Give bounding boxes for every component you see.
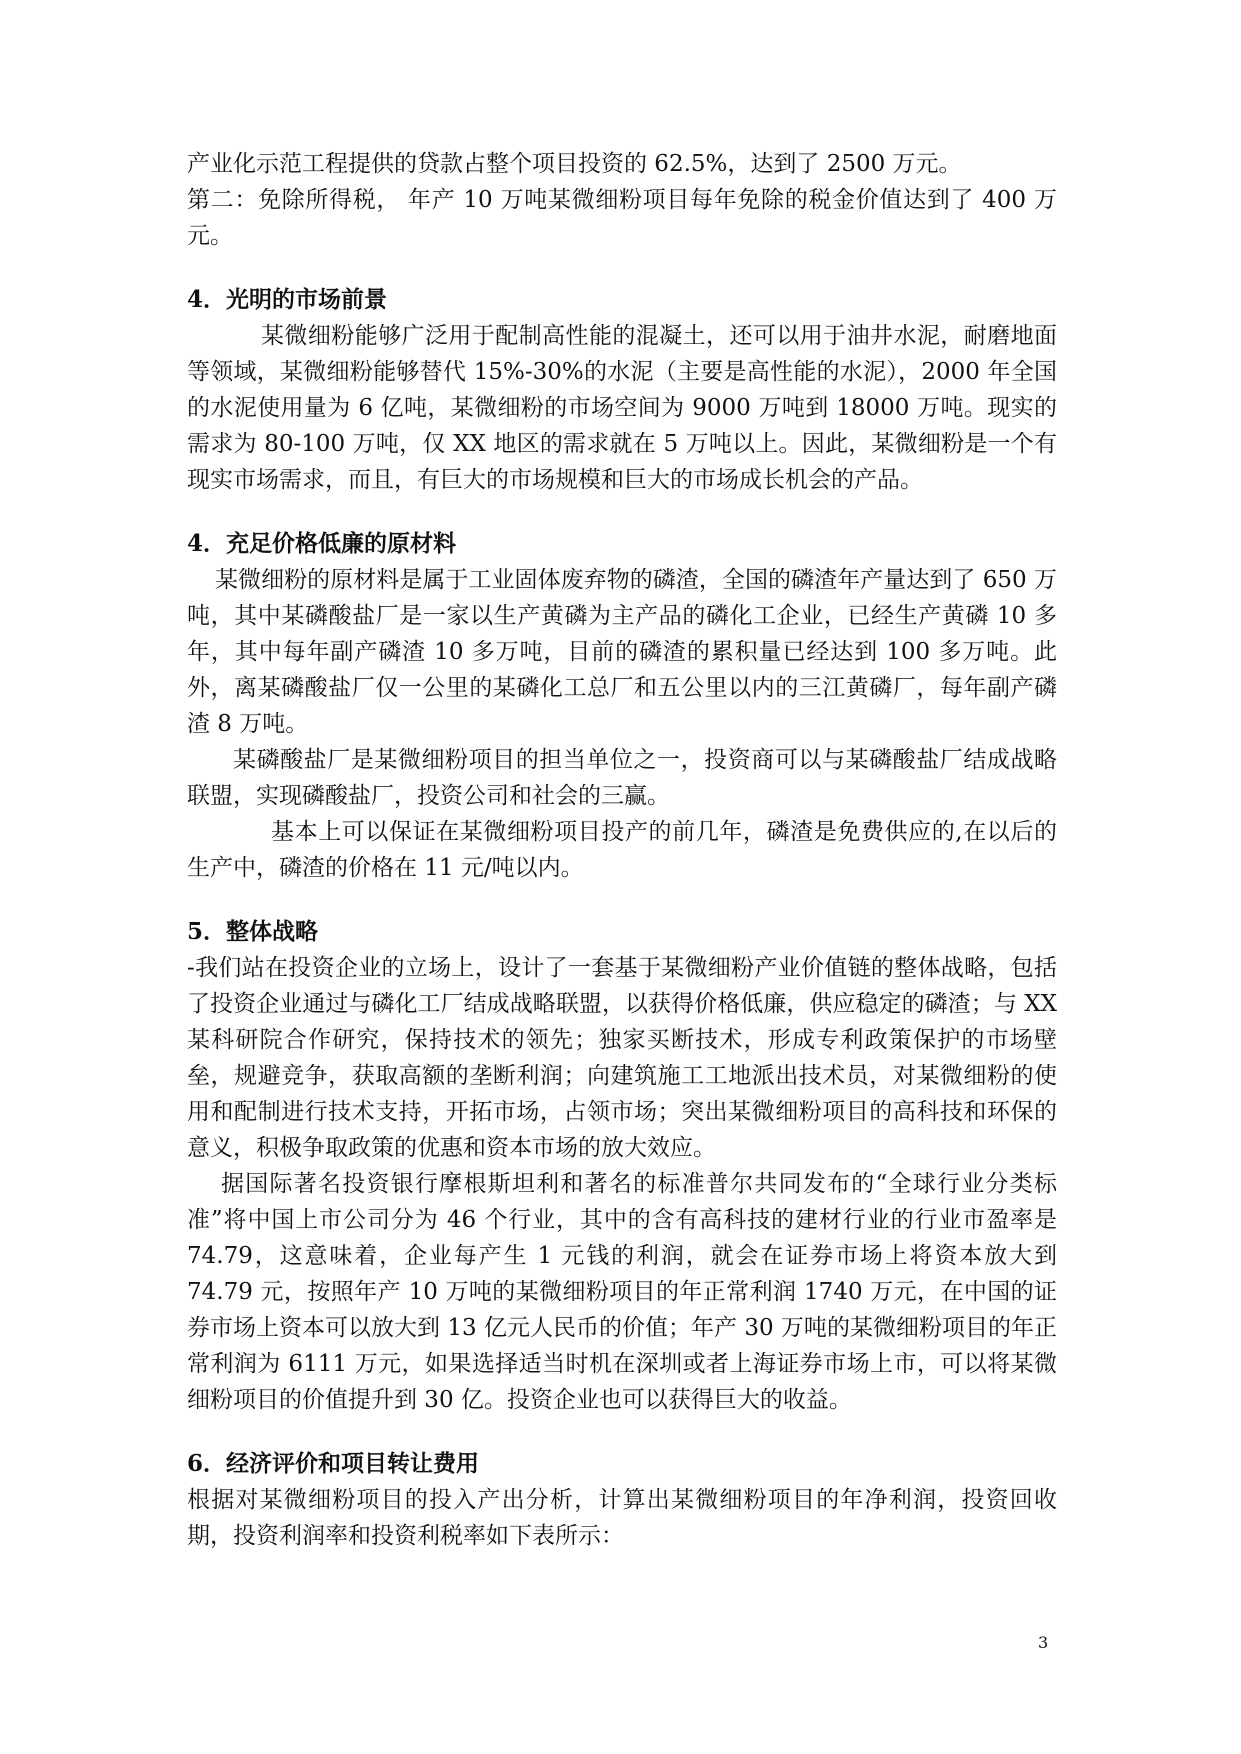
section-economic: [187, 1446, 1057, 1554]
intro-paragraph-loan: 产业化示范工程提供的贷款占整个项目投资的 62.5%，达到了 2500 万元。: [187, 151, 962, 177]
document-body: [187, 146, 1057, 1554]
page-number: 3: [1038, 1633, 1049, 1652]
section-heading-materials: 4．充足价格低廉的原材料: [187, 530, 457, 557]
strategy-paragraph-valuation: 据国际著名投资银行摩根斯坦利和著名的标准普尔共同发布的“全球行业分类标准”将中国上市公司分为 46 个行业，其中的含有高科技的建材行业的行业市盈率是 74.79，这意味着，企业每产生 1 元钱的利润，就会在证券市场上将资本放大到 74.79 元，按照年产 10 万吨的某微细粉项目的年正常利润 1740 万元，在中国的证券市场上资本可以放大到 13 亿元人民币的价值；年产 30 万吨的某微细粉项目的年正常利润为 6111 万元，如果选择适当时机在深圳或者上海证券市场上市，可以将某微细粉项目的价值提升到 30 亿。投资企业也可以获得巨大的收益。: [187, 1171, 1057, 1413]
section-strategy: [187, 914, 1057, 1418]
economic-paragraph: 根据对某微细粉项目的投入产出分析，计算出某微细粉项目的年净利润，投资回收期，投资利润率和投资利税率如下表所示：: [187, 1487, 1057, 1549]
section-heading-strategy: 5．整体战略: [187, 918, 319, 945]
section-materials: [187, 526, 1057, 886]
materials-paragraph-alliance: 某磷酸盐厂是某微细粉项目的担当单位之一，投资商可以与某磷酸盐厂结成战略联盟，实现磷酸盐厂，投资公司和社会的三赢。: [187, 747, 1057, 809]
market-paragraph: 某微细粉能够广泛用于配制高性能的混凝土，还可以用于油井水泥，耐磨地面等领域，某微细粉能够替代 15%-30%的水泥（主要是高性能的水泥），2000 年全国的水泥使用量为 6 亿吨，某微细粉的市场空间为 9000 万吨到 18000 万吨。现实的需求为 80-100 万吨，仅 XX 地区的需求就在 5 万吨以上。因此，某微细粉是一个有现实市场需求，而且，有巨大的市场规模和巨大的市场成长机会的产品。: [187, 323, 1057, 493]
section-heading-economic: 6．经济评价和项目转让费用: [187, 1450, 480, 1477]
materials-paragraph-price: 基本上可以保证在某微细粉项目投产的前几年，磷渣是免费供应的,在以后的生产中，磷渣的价格在 11 元/吨以内。: [187, 819, 1057, 881]
intro-paragraph-tax: 第二：免除所得税， 年产 10 万吨某微细粉项目每年免除的税金价值达到了 400 万元。: [187, 187, 1057, 249]
section-heading-market: 4．光明的市场前景: [187, 286, 388, 313]
section-market: [187, 282, 1057, 498]
strategy-paragraph-overview: -我们站在投资企业的立场上，设计了一套基于某微细粉产业价值链的整体战略，包括了投资企业通过与磷化工厂结成战略联盟，以获得价格低廉，供应稳定的磷渣；与 XX 某科研院合作研究，保持技术的领先；独家买断技术，形成专利政策保护的市场壁垒，规避竞争，获取高额的垄断利润；向建筑施工工地派出技术员，对某微细粉的使用和配制进行技术支持，开拓市场，占领市场；突出某微细粉项目的高科技和环保的意义，积极争取政策的优惠和资本市场的放大效应。: [187, 955, 1057, 1161]
materials-paragraph-supply: 某微细粉的原材料是属于工业固体废弃物的磷渣，全国的磷渣年产量达到了 650 万吨，其中某磷酸盐厂是一家以生产黄磷为主产品的磷化工企业，已经生产黄磷 10 多年，其中每年副产磷渣 10 多万吨，目前的磷渣的累积量已经达到 100 多万吨。此外，离某磷酸盐厂仅一公里的某磷化工总厂和五公里以内的三江黄磷厂，每年副产磷渣 8 万吨。: [187, 567, 1057, 737]
